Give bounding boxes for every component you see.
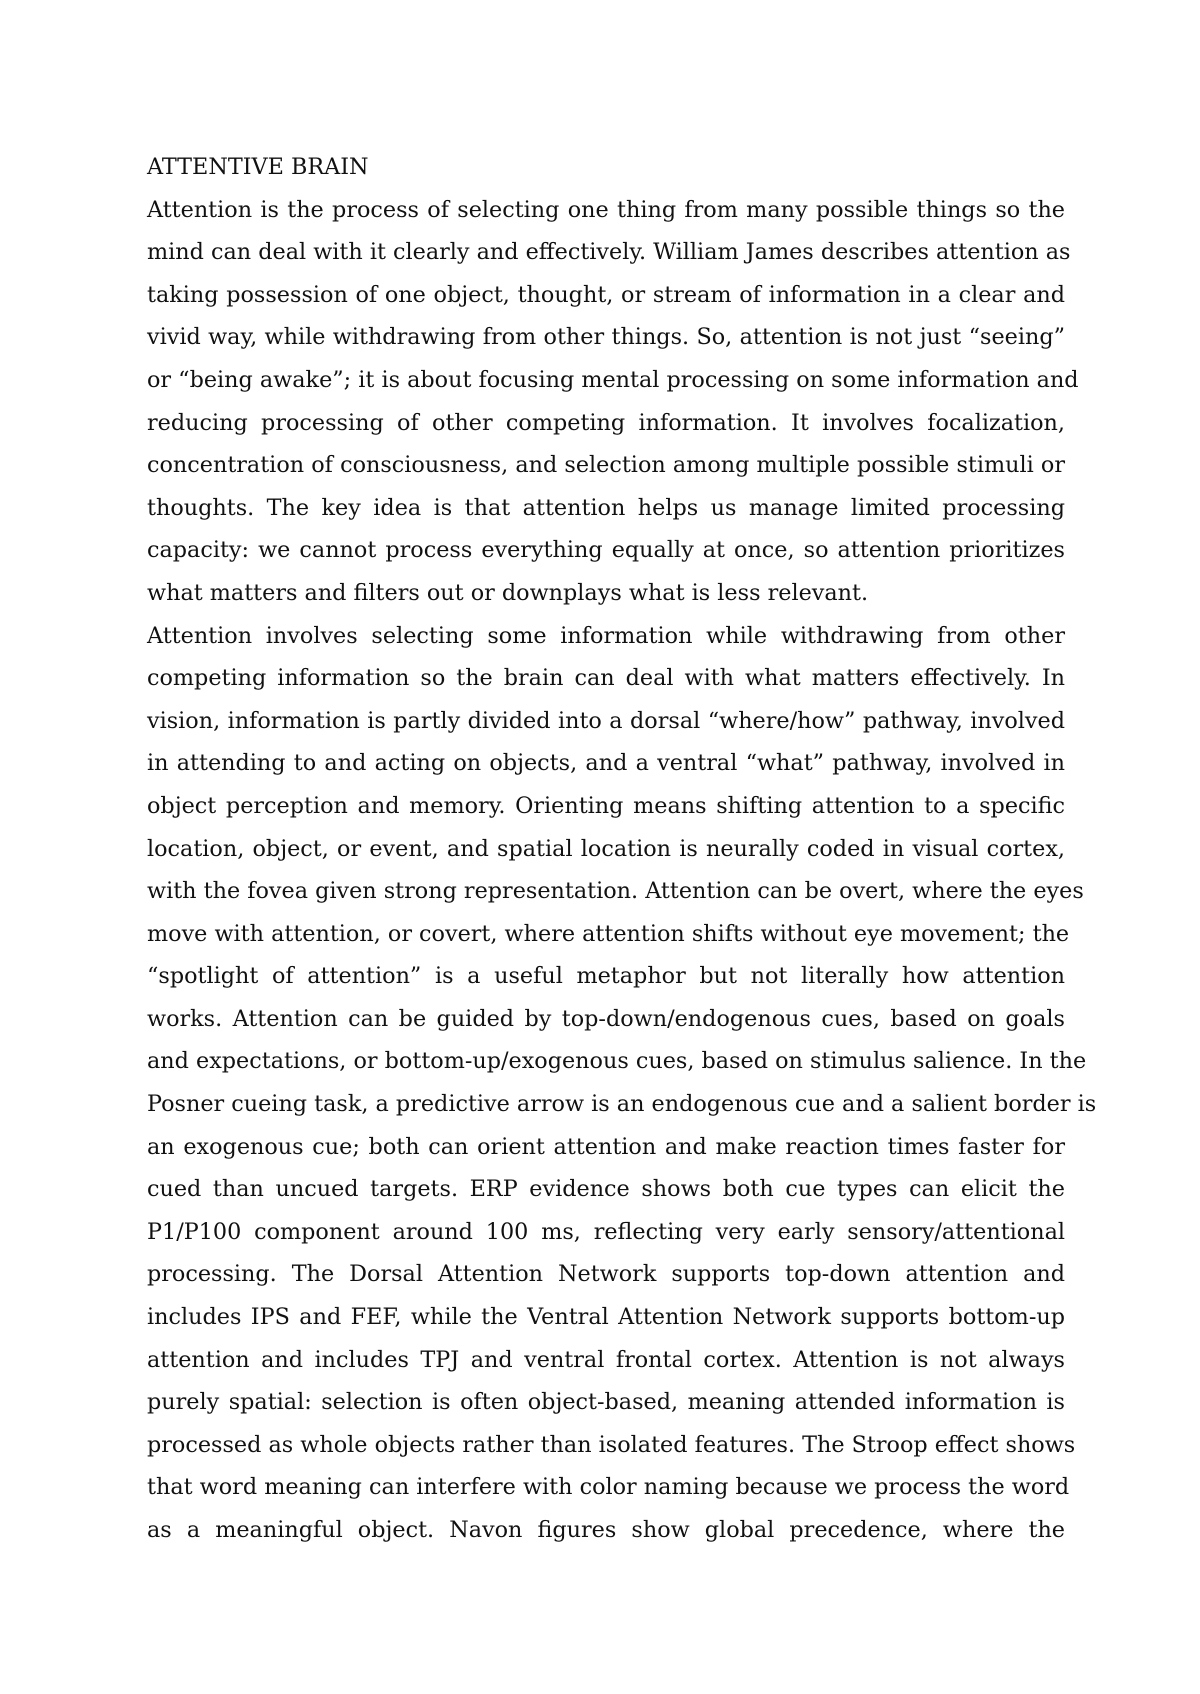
paragraph-line: in attending to and acting on objects, and a ventral “what” pathway, involved in xyxy=(147,750,1065,777)
paragraph-line: processing. The Dorsal Attention Network supports top-down attention and xyxy=(147,1261,1065,1288)
paragraph-line: works. Attention can be guided by top-down/endogenous cues, based on goals xyxy=(147,1005,1065,1032)
paragraph-line: Attention is the process of selecting one thing from many possible things so the xyxy=(147,196,1065,223)
paragraph-line: “spotlight of attention” is a useful metaphor but not literally how attention xyxy=(147,963,1065,990)
paragraph-line: and expectations, or bottom-up/exogenous cues, based on stimulus salience. In the xyxy=(147,1048,1087,1075)
paragraph-line: object perception and memory. Orienting means shifting attention to a specific xyxy=(147,792,1065,819)
paragraph-line: P1/P100 component around 100 ms, reflecting very early sensory/attentional xyxy=(147,1218,1065,1245)
paragraph-line: concentration of consciousness, and selection among multiple possible stimuli or xyxy=(147,452,1065,479)
paragraph-line: attention and includes TPJ and ventral frontal cortex. Attention is not always xyxy=(147,1346,1065,1373)
paragraph-line: location, object, or event, and spatial location is neurally coded in visual cortex, xyxy=(147,835,1065,862)
paragraph-line: Attention involves selecting some information while withdrawing from other xyxy=(147,622,1065,649)
paragraph-line: Posner cueing task, a predictive arrow is an endogenous cue and a salient border is xyxy=(147,1091,1097,1118)
paragraph-line: includes IPS and FEF, while the Ventral Attention Network supports bottom-up xyxy=(147,1304,1065,1331)
paragraph-line: vivid way, while withdrawing from other things. So, attention is not just “seeing” xyxy=(147,324,1065,351)
document-body xyxy=(147,146,1097,1552)
paragraph-line: competing information so the brain can deal with what matters effectively. In xyxy=(147,665,1065,692)
paragraph-line: capacity: we cannot process everything equally at once, so attention prioritizes xyxy=(147,537,1065,564)
paragraph-line: thoughts. The key idea is that attention helps us manage limited processing xyxy=(147,494,1065,521)
paragraph-line: mind can deal with it clearly and effectively. William James describes attention as xyxy=(147,239,1071,266)
paragraph-line: purely spatial: selection is often object-based, meaning attended information is xyxy=(147,1389,1065,1416)
paragraph-line: an exogenous cue; both can orient attention and make reaction times faster for xyxy=(147,1133,1065,1160)
paragraph-line: that word meaning can interfere with color naming because we process the word xyxy=(147,1474,1070,1501)
paragraph-1 xyxy=(147,189,1079,615)
document-title: ATTENTIVE BRAIN xyxy=(147,154,369,180)
paragraph-line: move with attention, or covert, where attention shifts without eye movement; the xyxy=(147,920,1070,947)
paragraph-line: what matters and filters out or downplays what is less relevant. xyxy=(147,579,869,606)
paragraph-2 xyxy=(147,615,1097,1552)
paragraph-line: reducing processing of other competing information. It involves focalization, xyxy=(147,409,1065,436)
paragraph-line: processed as whole objects rather than isolated features. The Stroop effect shows xyxy=(147,1431,1076,1458)
paragraph-line: cued than uncued targets. ERP evidence shows both cue types can elicit the xyxy=(147,1176,1065,1203)
paragraph-line: with the fovea given strong representation. Attention can be overt, where the eyes xyxy=(147,878,1084,905)
paragraph-line: as a meaningful object. Navon figures show global precedence, where the xyxy=(147,1517,1065,1543)
paragraph-line: taking possession of one object, thought, or stream of information in a clear and xyxy=(147,281,1065,308)
paragraph-line: vision, information is partly divided into a dorsal “where/how” pathway, involved xyxy=(147,707,1065,734)
paragraph-line: or “being awake”; it is about focusing mental processing on some information and xyxy=(147,366,1079,393)
